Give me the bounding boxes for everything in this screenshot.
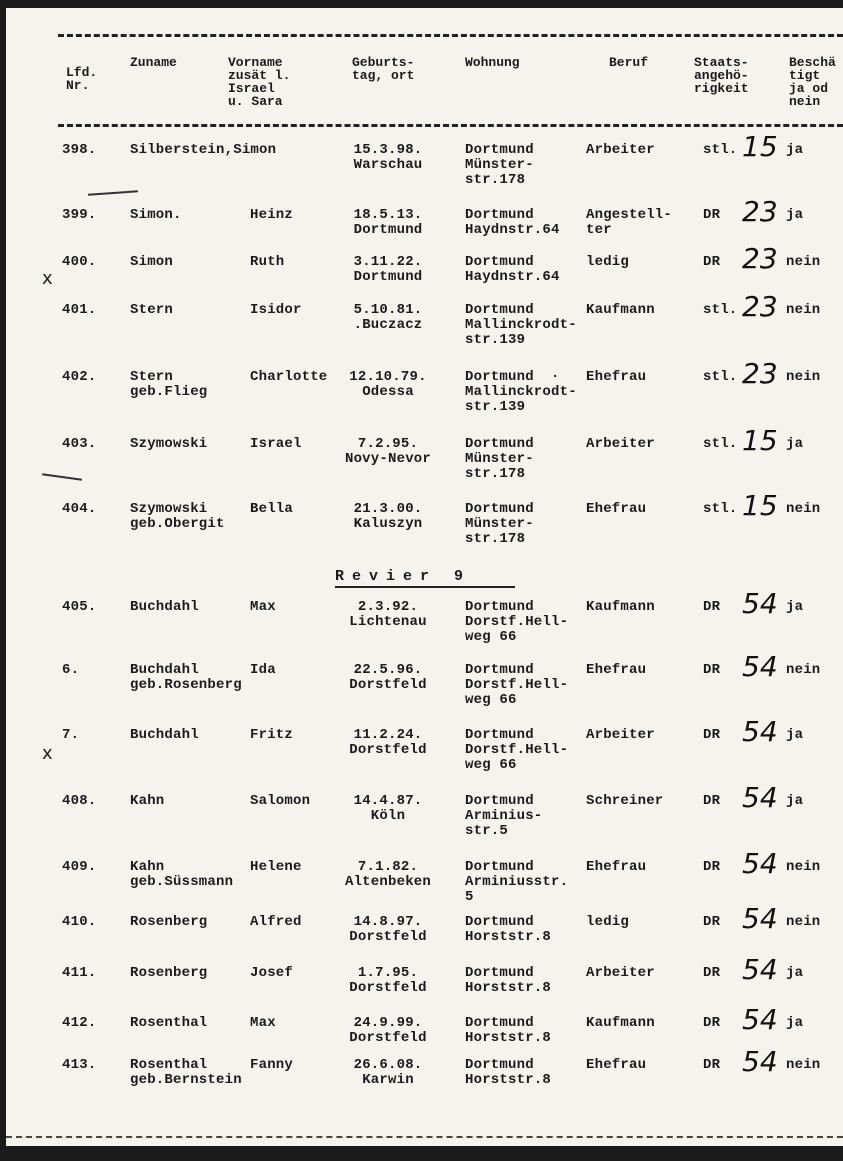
header-divider [58,124,843,127]
cell-vorname: Israel [250,436,302,452]
cell-beruf: ledig [586,914,630,930]
cell-geburt: 11.2.24. Dorstfeld [349,727,427,758]
cell-beruf: Ehefrau [586,369,647,385]
cell-beruf: Ehefrau [586,859,647,875]
cell-zuname: Stern [130,302,174,318]
cell-handwritten-number: 54 [742,650,778,683]
cell-wohnung: Dortmund Haydnstr.64 [465,207,560,238]
cell-staat: stl. [703,302,738,318]
cell-vorname: Josef [250,965,294,981]
cell-nr: 403. [62,436,97,452]
cell-beruf: Arbeiter [586,436,655,452]
cell-handwritten-number: 54 [742,781,778,814]
cell-besch: nein [786,1057,821,1073]
cell-nr: 413. [62,1057,97,1073]
header-nr: Lfd. Nr. [66,65,98,93]
cell-vorname: Charlotte [250,369,328,385]
cell-wohnung: Dortmund Arminiusstr. 5 [465,859,569,905]
cell-geburt: 3.11.22. Dortmund [353,254,423,285]
cell-geburt: 2.3.92. Lichtenau [349,599,427,630]
header-wohnung: Wohnung [465,55,520,70]
cell-zuname: Rosenberg [130,965,208,981]
cell-handwritten-number: 54 [742,847,778,880]
header-staat: Staats- angehö- rigkeit [694,55,749,96]
cell-vorname: Fanny [250,1057,294,1073]
header-geburt: Geburts- tag, ort [352,55,415,83]
cell-besch: nein [786,501,821,517]
cell-vorname: Bella [250,501,294,517]
cell-wohnung: Dortmund Dorstf.Hell- weg 66 [465,662,569,708]
cell-beruf: ledig [586,254,630,270]
cell-vorname: Max [250,599,276,615]
cell-vorname: Ida [250,662,276,678]
cell-wohnung: Dortmund Mallinckrodt- str.139 [465,302,577,348]
cell-vorname: Ruth [250,254,285,270]
cell-handwritten-number: 54 [742,587,778,620]
cell-handwritten-number: 15 [742,424,778,457]
cell-nr: 400. [62,254,97,270]
cell-besch: ja [786,142,804,158]
cell-zuname: Simon. [130,207,182,223]
cell-handwritten-number: 15 [742,130,778,163]
margin-mark: x [42,268,53,289]
cell-vorname: Helene [250,859,302,875]
cell-geburt: 7.2.95. Novy-Nevor [344,436,431,467]
cell-nr: 404. [62,501,97,517]
cell-handwritten-number: 23 [742,290,778,323]
cell-wohnung: Dortmund Horststr.8 [465,1015,552,1046]
cell-beruf: Arbeiter [586,142,655,158]
cell-staat: DR [703,793,721,809]
cell-zuname: Szymowski [130,436,208,452]
cell-handwritten-number: 54 [742,715,778,748]
cell-zuname: Rosenthal geb.Bernstein [130,1057,242,1088]
cell-wohnung: Dortmund Dorstf.Hell- weg 66 [465,599,569,645]
cell-geburt: 7.1.82. Altenbeken [344,859,431,890]
cell-geburt: 1.7.95. Dorstfeld [349,965,427,996]
cell-staat: DR [703,207,721,223]
document-page [6,8,843,1146]
cell-besch: ja [786,599,804,615]
cell-nr: 7. [62,727,80,743]
cell-vorname: Heinz [250,207,294,223]
cell-besch: nein [786,662,821,678]
cell-besch: ja [786,793,804,809]
section-heading: Revier 9 [335,568,472,585]
section-underline [335,586,515,588]
cell-beruf: Kaufmann [586,302,655,318]
cell-geburt: 12.10.79. Odessa [349,369,427,400]
cell-besch: nein [786,914,821,930]
pen-stroke [42,473,82,481]
cell-wohnung: Dortmund Dorstf.Hell- weg 66 [465,727,569,773]
cell-vorname: Salomon [250,793,311,809]
cell-handwritten-number: 54 [742,1003,778,1036]
cell-staat: DR [703,1057,721,1073]
cell-besch: ja [786,436,804,452]
cell-besch: nein [786,302,821,318]
cell-zuname: Buchdahl geb.Rosenberg [130,662,242,693]
header-besch: Beschä tigt ja od nein [789,55,836,109]
cell-staat: stl. [703,369,738,385]
cell-beruf: Kaufmann [586,1015,655,1031]
cell-beruf: Ehefrau [586,662,647,678]
cell-staat: stl. [703,142,738,158]
cell-handwritten-number: 23 [742,357,778,390]
cell-wohnung: Dortmund Münster- str.178 [465,436,534,482]
cell-beruf: Ehefrau [586,501,647,517]
cell-wohnung: Dortmund · Mallinckrodt- str.139 [465,369,577,415]
cell-besch: ja [786,1015,804,1031]
cell-staat: DR [703,859,721,875]
cell-zuname: Rosenthal [130,1015,208,1031]
cell-staat: DR [703,1015,721,1031]
cell-handwritten-number: 23 [742,242,778,275]
cell-vorname: Alfred [250,914,302,930]
cell-vorname: Max [250,1015,276,1031]
cell-zuname: Stern geb.Flieg [130,369,208,400]
cell-handwritten-number: 54 [742,1045,778,1078]
cell-geburt: 14.4.87. Köln [353,793,423,824]
cell-nr: 408. [62,793,97,809]
cell-zuname: Szymowski geb.Obergit [130,501,225,532]
cell-nr: 409. [62,859,97,875]
cell-wohnung: Dortmund Arminius- str.5 [465,793,543,839]
cell-handwritten-number: 54 [742,902,778,935]
cell-nr: 412. [62,1015,97,1031]
cell-nr: 401. [62,302,97,318]
cell-geburt: 5.10.81. .Buczacz [353,302,423,333]
cell-staat: DR [703,727,721,743]
cell-staat: DR [703,965,721,981]
cell-nr: 410. [62,914,97,930]
cell-geburt: 14.8.97. Dorstfeld [349,914,427,945]
cell-wohnung: Dortmund Horststr.8 [465,1057,552,1088]
cell-beruf: Angestell- ter [586,207,673,238]
cell-wohnung: Dortmund Horststr.8 [465,914,552,945]
cell-zuname: Simon [130,254,174,270]
margin-mark: x [42,743,53,764]
cell-staat: DR [703,599,721,615]
cell-zuname: Buchdahl [130,599,199,615]
cell-handwritten-number: 15 [742,489,778,522]
top-divider [58,34,843,37]
cell-wohnung: Dortmund Horststr.8 [465,965,552,996]
cell-geburt: 24.9.99. Dorstfeld [349,1015,427,1046]
cell-besch: ja [786,965,804,981]
cell-nr: 399. [62,207,97,223]
cell-wohnung: Dortmund Münster- str.178 [465,142,534,188]
cell-wohnung: Dortmund Münster- str.178 [465,501,534,547]
cell-zuname: Rosenberg [130,914,208,930]
cell-besch: ja [786,207,804,223]
cell-staat: DR [703,662,721,678]
cell-staat: DR [703,914,721,930]
cell-beruf: Schreiner [586,793,664,809]
cell-handwritten-number: 23 [742,195,778,228]
cell-zuname: Kahn geb.Süssmann [130,859,234,890]
cell-besch: nein [786,859,821,875]
cell-wohnung: Dortmund Haydnstr.64 [465,254,560,285]
cell-besch: nein [786,369,821,385]
header-vorname: Vorname zusät l. Israel u. Sara [228,55,291,109]
cell-besch: nein [786,254,821,270]
cell-staat: DR [703,254,721,270]
cell-nr: 398. [62,142,97,158]
cell-zuname: Silberstein,Simon [130,142,277,158]
cell-beruf: Arbeiter [586,965,655,981]
cell-handwritten-number: 54 [742,953,778,986]
cell-vorname: Fritz [250,727,294,743]
header-beruf: Beruf [609,55,649,70]
cell-nr: 6. [62,662,80,678]
bottom-edge [6,1136,843,1138]
cell-geburt: 18.5.13. Dortmund [353,207,423,238]
cell-geburt: 26.6.08. Karwin [353,1057,423,1088]
cell-nr: 411. [62,965,97,981]
cell-beruf: Arbeiter [586,727,655,743]
cell-zuname: Kahn [130,793,165,809]
cell-geburt: 21.3.00. Kaluszyn [353,501,423,532]
cell-besch: ja [786,727,804,743]
header-zuname: Zuname [130,55,177,70]
cell-staat: stl. [703,436,738,452]
cell-geburt: 22.5.96. Dorstfeld [349,662,427,693]
pen-stroke [88,190,138,195]
cell-beruf: Kaufmann [586,599,655,615]
cell-staat: stl. [703,501,738,517]
cell-beruf: Ehefrau [586,1057,647,1073]
cell-vorname: Isidor [250,302,302,318]
cell-geburt: 15.3.98. Warschau [353,142,423,173]
cell-nr: 402. [62,369,97,385]
cell-nr: 405. [62,599,97,615]
cell-zuname: Buchdahl [130,727,199,743]
